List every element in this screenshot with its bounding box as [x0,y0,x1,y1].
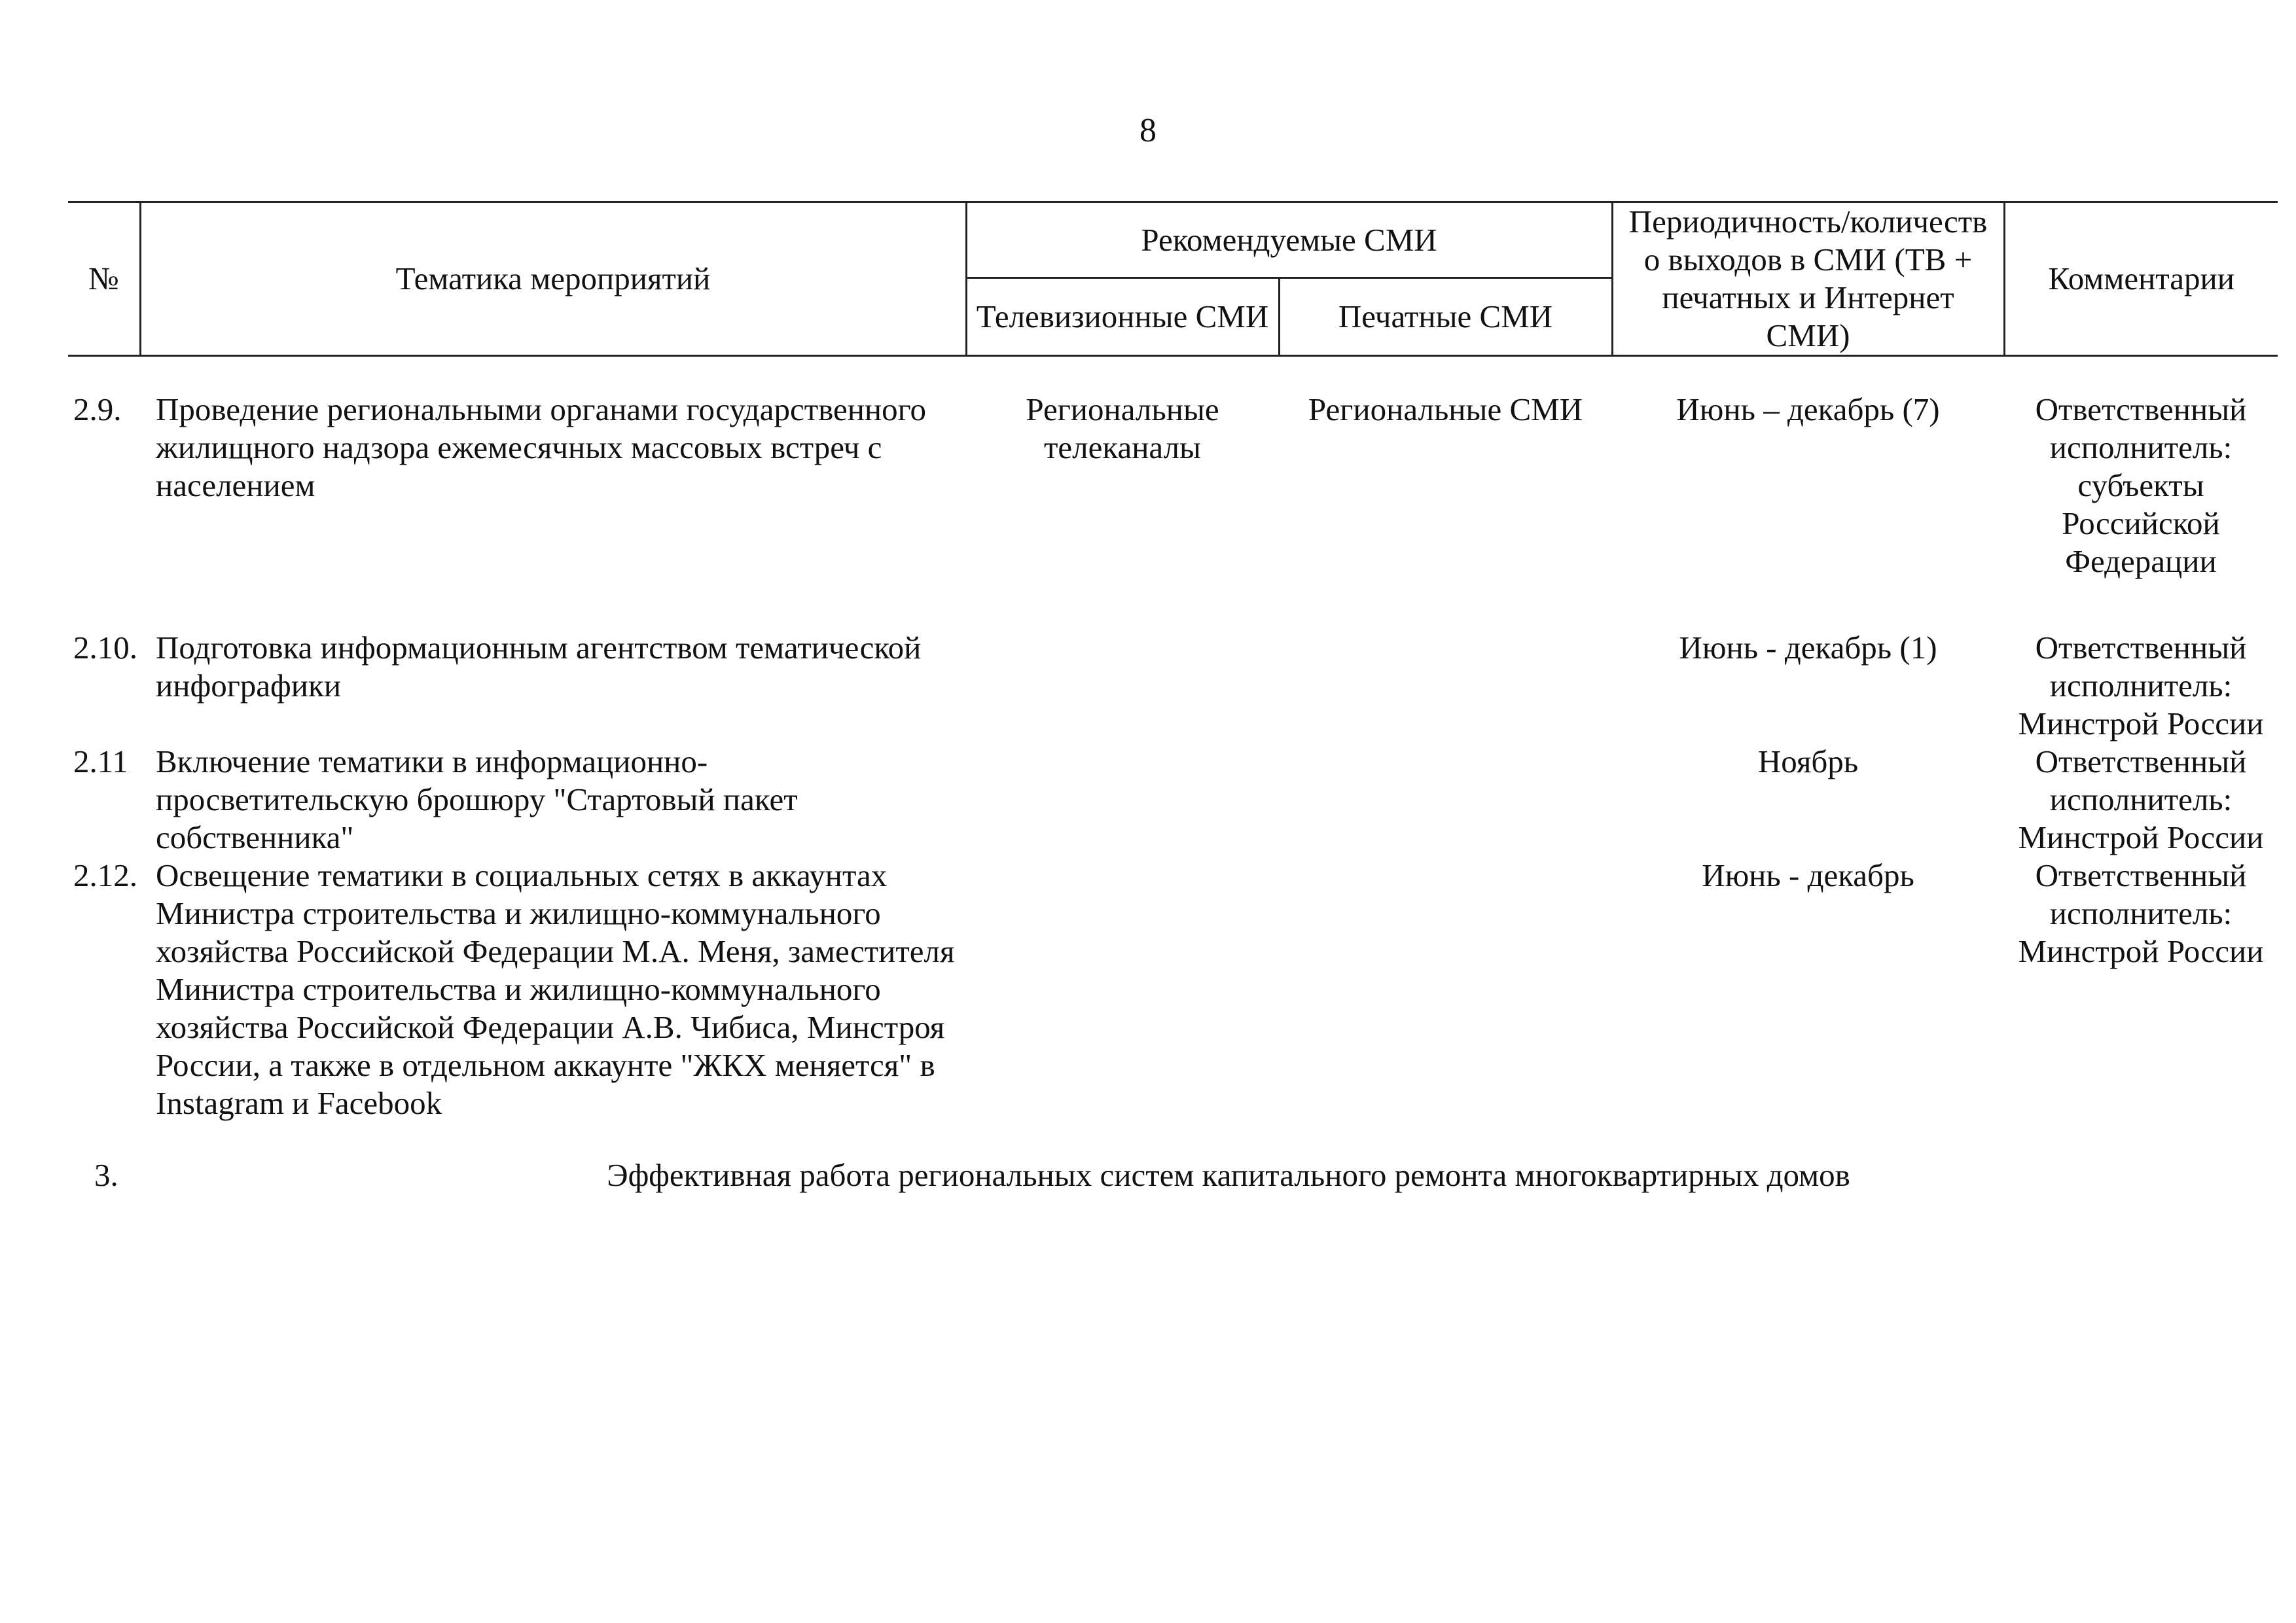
header-num: № [68,202,140,356]
table-body [68,356,2278,1195]
row-number: 2.11 [73,743,128,779]
row-topic: Освещение тематики в социальных сетях в аккаунтах Министра строительства и жилищно-коммунального хозяйства Российской Федерации М.А. Меня, заместителя Министра строительства и жилищно-коммунального хозяйства Российской Федерации А.В. Чибиса, Минстроя России, а также в отдельном аккаунте "ЖКХ меняется" в Instagram и Facebook [156,857,955,1121]
row-topic: Проведение региональными органами государственного жилищного надзора ежемесячных массовых встреч с населением [156,391,927,503]
header-topic: Тематика мероприятий [140,202,966,356]
table-row [68,857,2278,1122]
row-comment: Ответственный исполнитель: Минстрой России [2018,857,2264,969]
table-row [68,743,2278,857]
row-number: 2.12. [73,857,137,893]
media-plan-table [68,201,2278,1194]
media-plan-table-container [68,201,2278,1194]
row-number: 2.9. [73,391,122,427]
section-number: 3. [94,1157,118,1193]
table-header [68,202,2278,356]
row-comment: Ответственный исполнитель: Минстрой России [2018,743,2264,855]
page-number: 8 [1139,112,1157,149]
row-periodicity: Июнь - декабрь (1) [1679,630,1937,666]
row-tv-media [966,743,1279,857]
row-periodicity: Июнь - декабрь [1702,857,1914,893]
row-number: 2.10. [73,630,137,666]
header-periodicity: Периодичность/количеств о выходов в СМИ (ТВ + печатных и Интернет СМИ) [1612,202,2004,356]
header-print-media: Печатные СМИ [1279,278,1612,356]
header-recommended-media: Рекомендуемые СМИ [966,202,1612,278]
row-topic: Включение тематики в информационно-просветительскую брошюру "Стартовый пакет собственника" [156,743,798,855]
section-title: Эффективная работа региональных систем капитального ремонта многоквартирных домов [607,1157,1850,1193]
row-print-media [1279,743,1612,857]
section-row [68,1156,2278,1194]
row-tv-media: Региональные телеканалы [1026,391,1219,465]
row-periodicity: Ноябрь [1757,743,1859,779]
row-comment: Ответственный исполнитель: субъекты Российской Федерации [2035,391,2247,579]
row-topic: Подготовка информационным агентством тематической инфографики [156,630,922,704]
row-periodicity: Июнь – декабрь (7) [1676,391,1940,427]
row-print-media: Региональные СМИ [1308,391,1583,427]
row-print-media [1279,629,1612,743]
row-tv-media [966,857,1279,1122]
header-tv-media: Телевизионные СМИ [966,278,1279,356]
table-row [68,391,2278,580]
row-print-media [1279,857,1612,1122]
row-comment: Ответственный исполнитель: Минстрой России [2018,630,2264,741]
table-row [68,629,2278,743]
header-comments: Комментарии [2004,202,2278,356]
row-tv-media [966,629,1279,743]
